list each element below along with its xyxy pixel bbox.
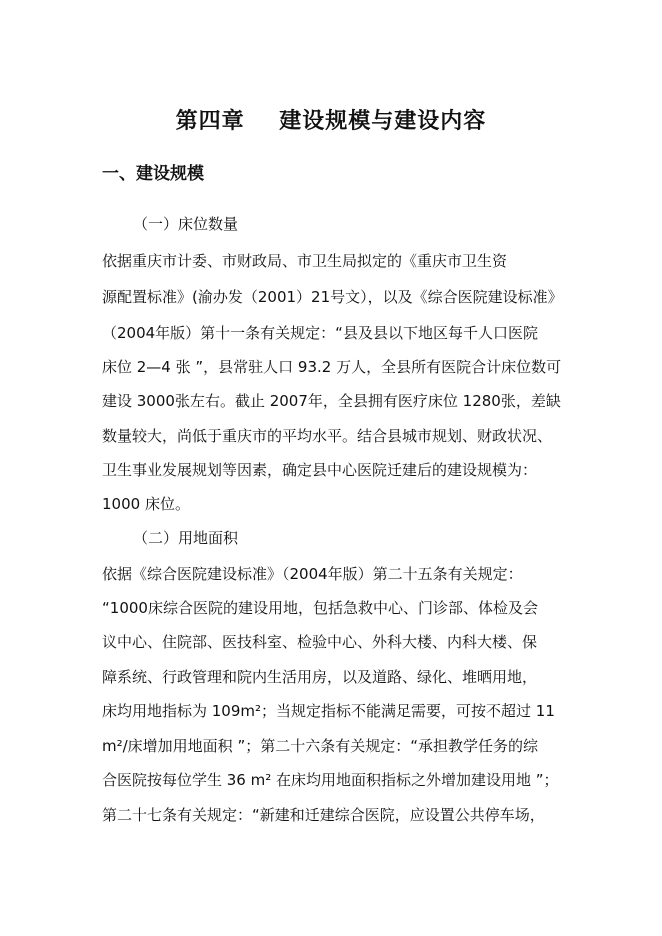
paragraph-2-line: m²/床增加用地面积 ”；第二十六条有关规定：“承担教学任务的综 <box>102 737 538 755</box>
paragraph-2-line: “1000床综合医院的建设用地，包括急救中心、门诊部、体检及会 <box>102 599 538 617</box>
chapter-title: 第四章 建设规模与建设内容 <box>175 108 487 134</box>
section-heading-construction-scale: 一、建设规模 <box>102 164 204 184</box>
paragraph-2-line: 床均用地指标为 109m²；当规定指标不能满足需要，可按不超过 11 <box>102 702 555 720</box>
paragraph-1-line: 卫生事业发展规划等因素，确定县中心医院迁建后的建设规模为： <box>102 461 538 479</box>
paragraph-2-line: 依据《综合医院建设标准》（2004年版）第二十五条有关规定： <box>102 565 523 583</box>
paragraph-1-line: 源配置标准》(渝办发（2001）21号文），以及《综合医院建设标准》 <box>102 288 563 306</box>
paragraph-1-line: 建设 3000张左右。截止 2007年，全县拥有医疗床位 1280张，差缺 <box>102 392 561 410</box>
paragraph-2-line: 合医院按每位学生 36 m² 在床均用地面积指标之外增加建设用地 ”； <box>102 771 559 789</box>
paragraph-1-line: 1000 床位。 <box>102 495 190 513</box>
subsection-heading-bed-count: （一）床位数量 <box>133 215 239 233</box>
paragraph-2-line: 障系统、行政管理和院内生活用房，以及道路、绿化、堆晒用地， <box>102 668 538 686</box>
paragraph-1-line: 依据重庆市计委、市财政局、市卫生局拟定的《重庆市卫生资 <box>102 252 508 270</box>
paragraph-1-line: （2004年版）第十一条有关规定：“县及县以下地区每千人口医院 <box>102 324 538 342</box>
paragraph-2-line: 第二十七条有关规定：“新建和迁建综合医院，应设置公共停车场， <box>102 806 545 824</box>
paragraph-1-line: 数量较大，尚低于重庆市的平均水平。结合县城市规划、财政状况、 <box>102 427 553 445</box>
paragraph-1-line: 床位 2—4 张 ”，县常驻人口 93.2 万人，全县所有医院合计床位数可 <box>102 358 562 376</box>
paragraph-2-line: 议中心、住院部、医技科室、检验中心、外科大楼、内科大楼、保 <box>102 633 538 651</box>
subsection-heading-land-area: （二）用地面积 <box>133 529 239 547</box>
